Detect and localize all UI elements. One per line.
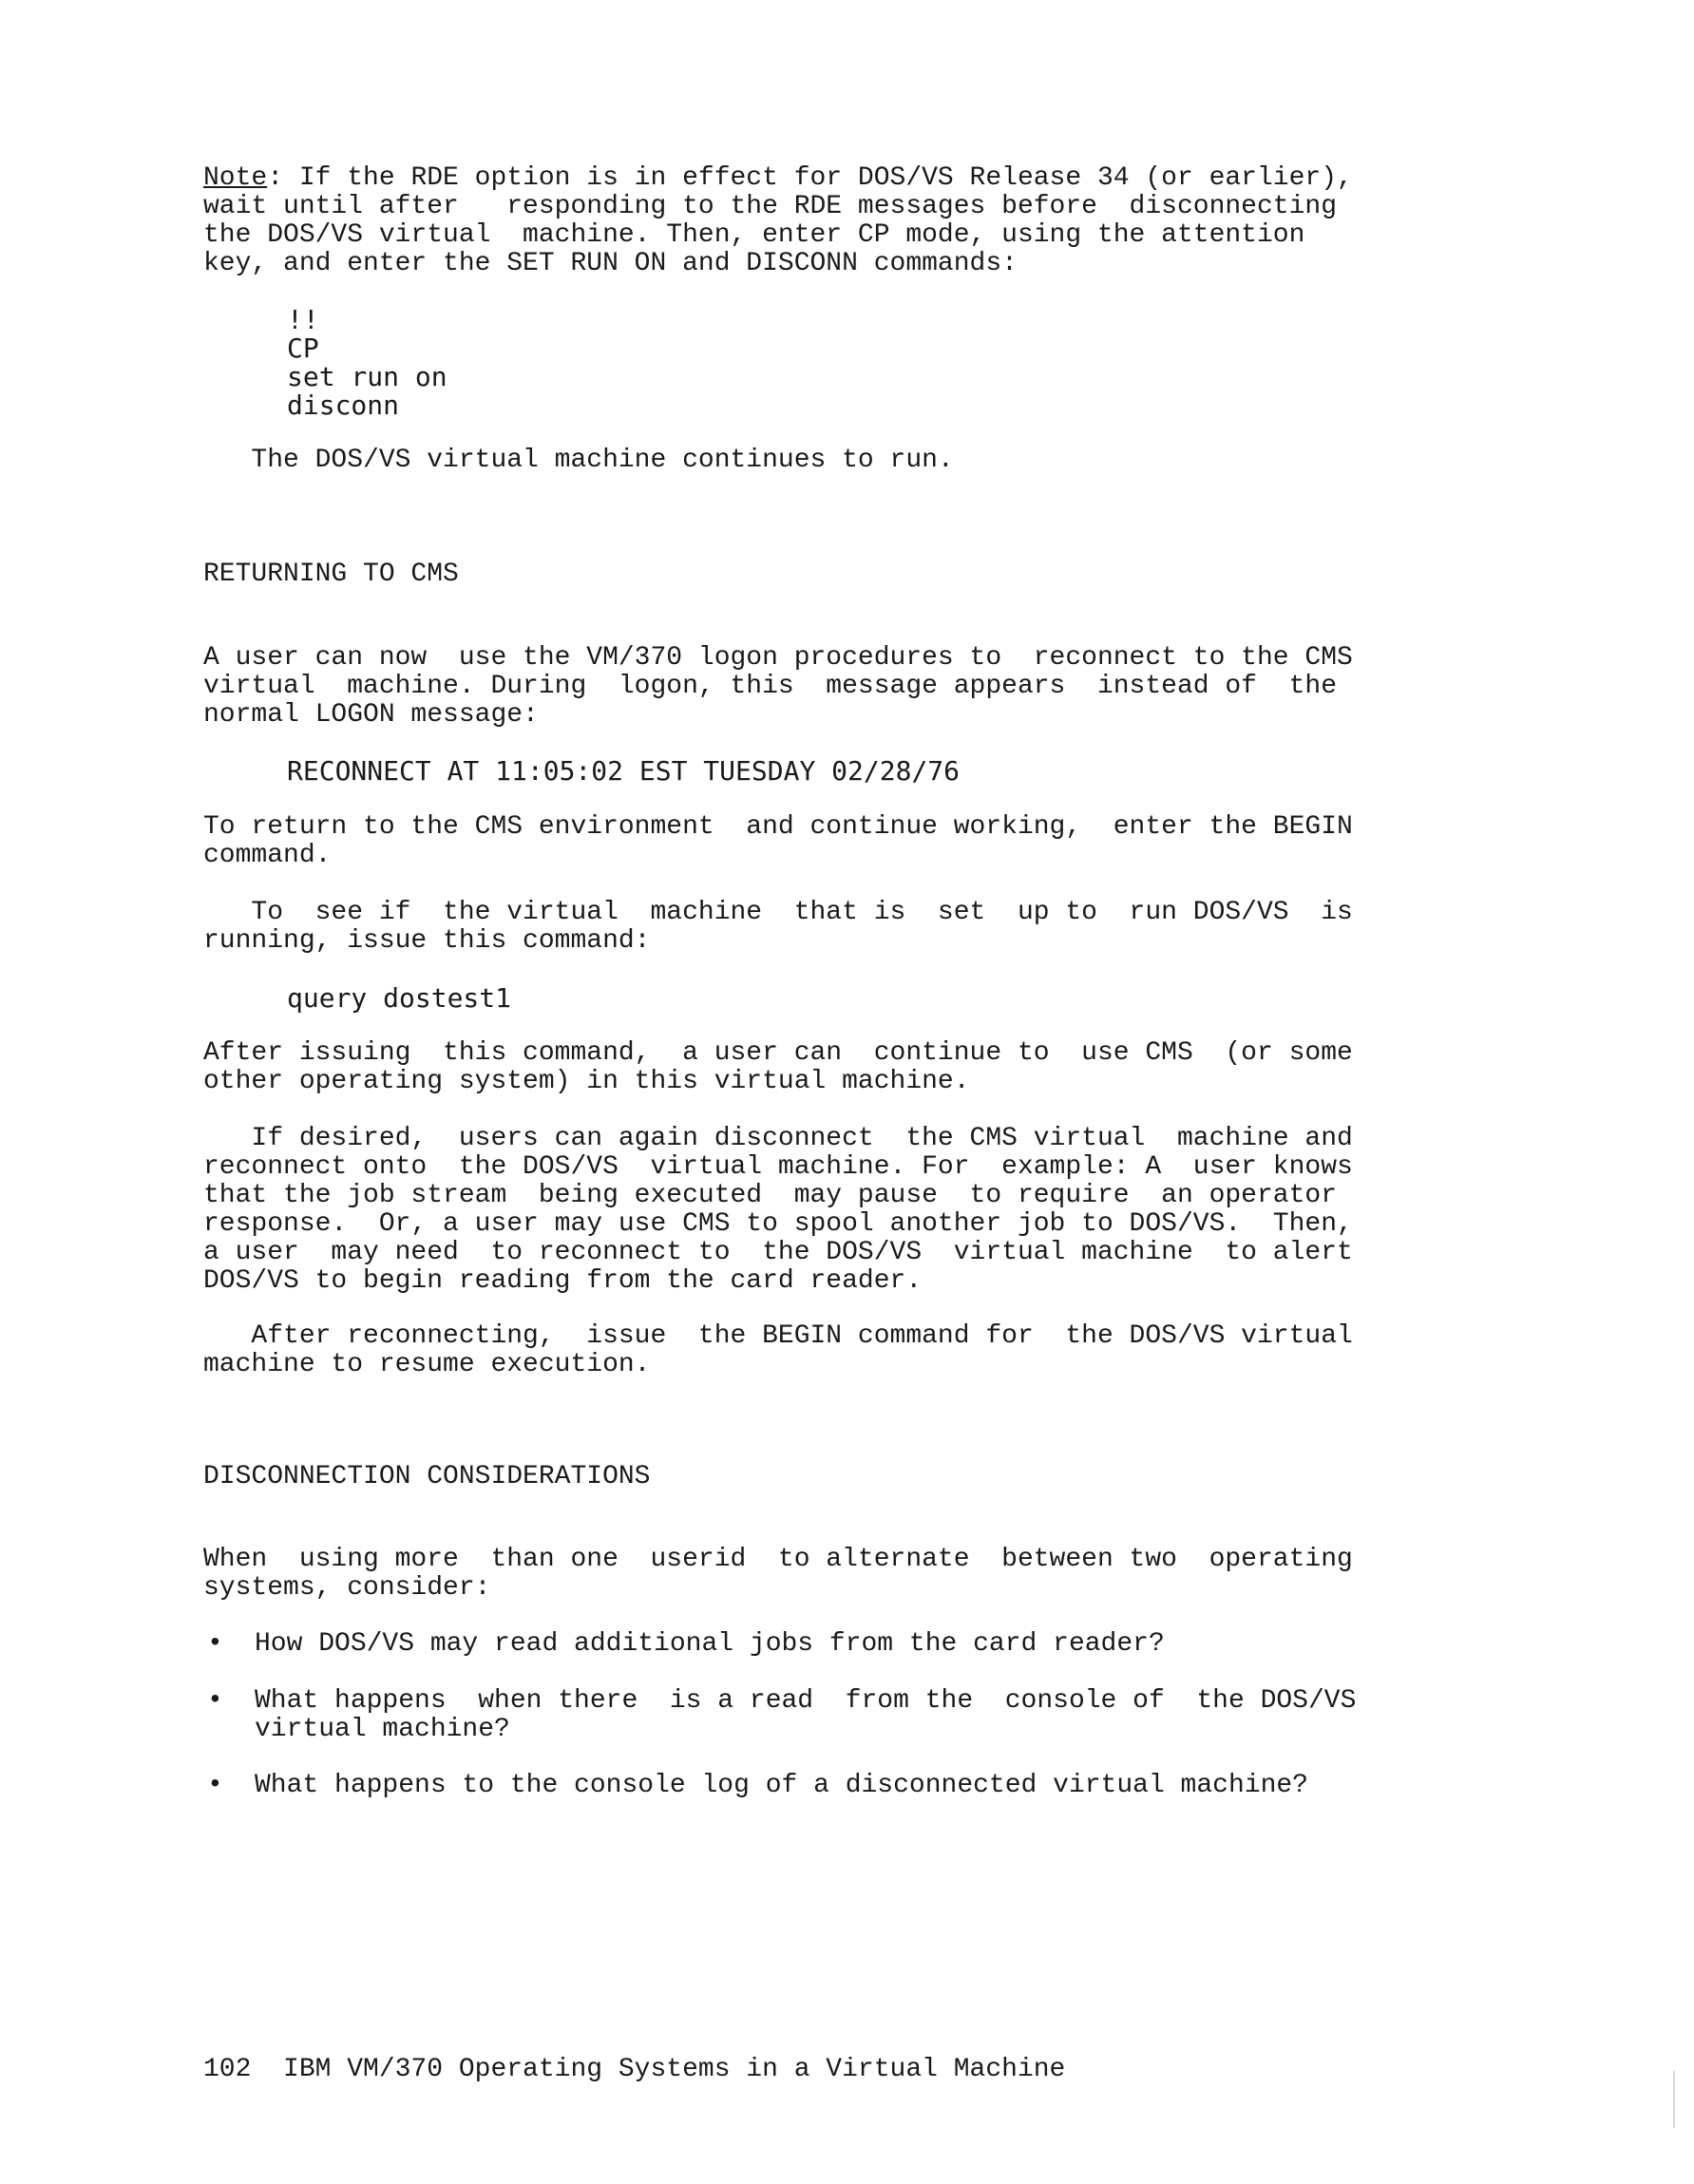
code-line: CP <box>287 332 319 364</box>
heading-disconnection-considerations: DISCONNECTION CONSIDERATIONS <box>203 1462 651 1491</box>
when-using-paragraph <box>203 1546 1410 1603</box>
code-line: !! <box>287 304 319 335</box>
list-item <box>203 1772 1308 1800</box>
to-see-paragraph <box>203 899 1410 956</box>
code-block-query: query dostest1 <box>287 982 512 1014</box>
text-line: normal LOGON message: <box>203 700 539 730</box>
text-line: virtual machine. During logon, this message appears instead of the <box>203 672 1337 701</box>
list-item <box>203 1687 1356 1744</box>
text-line: What happens to the console log of a disconnected virtual machine? <box>255 1771 1308 1800</box>
text-line: running, issue this command: <box>203 926 651 956</box>
text-line: reconnect onto the DOS/VS virtual machine. For example: A user knows <box>203 1152 1353 1182</box>
note-line-1: : If the RDE option is in effect for DOS/VS Release 34 (or earlier), <box>267 163 1353 193</box>
bullet-icon: • <box>207 1629 223 1659</box>
list-item <box>203 1630 1165 1659</box>
text-line: What happens when there is a read from the console of the DOS/VS <box>255 1686 1357 1716</box>
if-desired-paragraph <box>203 1125 1410 1296</box>
scan-artifact <box>1673 2071 1675 2128</box>
code-line: disconn <box>287 389 400 421</box>
code-block-disconnect <box>287 306 447 420</box>
text-line: machine to resume execution. <box>203 1350 651 1379</box>
code-block-reconnect-message: RECONNECT AT 11:05:02 EST TUESDAY 02/28/76 <box>287 755 961 787</box>
text-line: a user may need to reconnect to the DOS/VS virtual machine to alert <box>203 1238 1353 1267</box>
text-line: To return to the CMS environment and continue working, enter the BEGIN <box>203 812 1353 842</box>
bullet-icon: • <box>207 1771 223 1800</box>
note-line-2: wait until after responding to the RDE messages before disconnecting <box>203 192 1337 221</box>
text-line: other operating system) in this virtual machine. <box>203 1067 970 1096</box>
text-line: A user can now use the VM/370 logon procedures to reconnect to the CMS <box>203 643 1353 673</box>
code-line: set run on <box>287 361 447 392</box>
note-paragraph <box>203 164 1410 278</box>
text-line: that the job stream being executed may pause to require an operator <box>203 1181 1337 1210</box>
text-line: If desired, users can again disconnect the CMS virtual machine and <box>203 1124 1353 1153</box>
bullet-icon: • <box>207 1686 223 1716</box>
after-issuing-paragraph <box>203 1039 1410 1096</box>
reconnect-paragraph <box>203 644 1410 730</box>
text-line: How DOS/VS may read additional jobs from the card reader? <box>255 1629 1165 1659</box>
note-label: Note <box>203 163 268 193</box>
text-line: When using more than one userid to alternate between two operating <box>203 1545 1353 1574</box>
heading-returning-to-cms: RETURNING TO CMS <box>203 560 459 589</box>
note-line-3: the DOS/VS virtual machine. Then, enter CP mode, using the attention <box>203 220 1305 250</box>
text-line: To see if the virtual machine that is set up to run DOS/VS is <box>203 898 1353 927</box>
note-line-4: key, and enter the SET RUN ON and DISCONN commands: <box>203 249 1018 278</box>
text-line: After issuing this command, a user can continue to use CMS (or some <box>203 1038 1353 1068</box>
text-line: systems, consider: <box>203 1573 491 1603</box>
page-footer: 102 IBM VM/370 Operating Systems in a Virtual Machine <box>203 2055 1066 2084</box>
text-line: response. Or, a user may use CMS to spool another job to DOS/VS. Then, <box>203 1209 1353 1239</box>
text-line: After reconnecting, issue the BEGIN command for the DOS/VS virtual <box>203 1321 1353 1351</box>
text-line: DOS/VS to begin reading from the card reader. <box>203 1266 923 1296</box>
text-line: virtual machine? <box>255 1715 510 1744</box>
return-cms-paragraph <box>203 813 1410 870</box>
after-reconnecting-paragraph <box>203 1322 1410 1379</box>
text-line: command. <box>203 841 332 870</box>
continues-paragraph: The DOS/VS virtual machine continues to run. <box>203 446 954 475</box>
